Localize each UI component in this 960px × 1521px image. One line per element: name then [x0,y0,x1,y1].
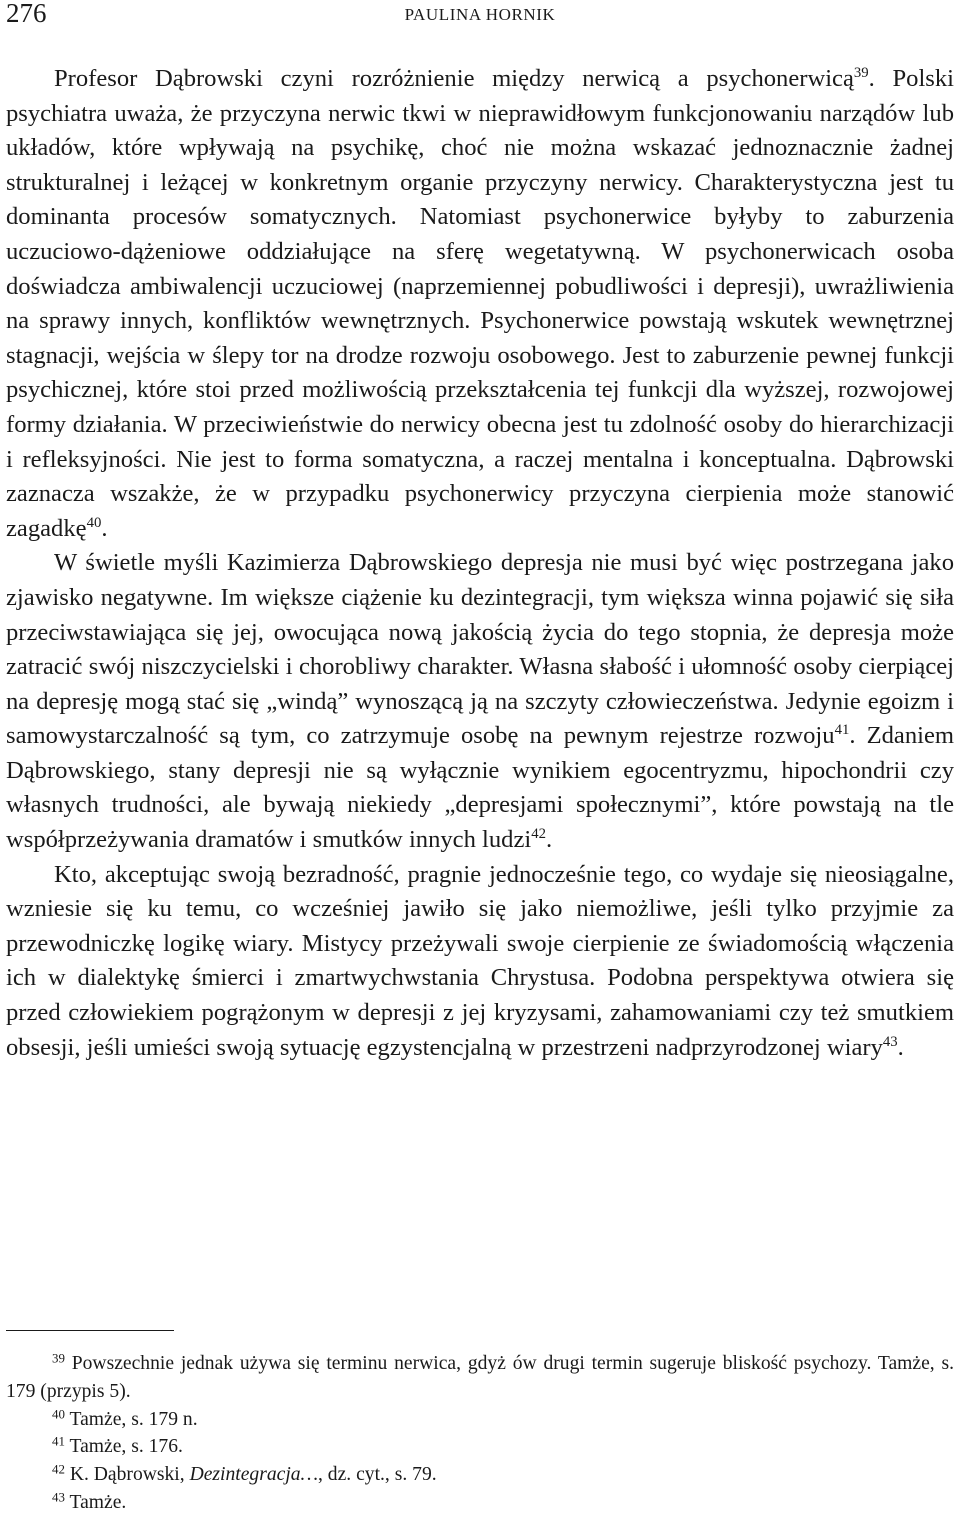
page-header [6,0,954,34]
text-run: W świetle myśli Kazimierza Dąbrowskiego depresja nie musi być więc postrzegana jako zjawisko negatywne. Im większe ciążenie ku dezintegracji, tym większa winna pojawić się siła przeciwstawiająca się jej, owocująca nową jakością życia do tego stopnia, że depresja może zatracić swój niszczycielski i chorobliwy charakter. Własna słabość i ułomność osoby cierpiącej na depresję mogą stać się „windą” wynoszącą ją na szczyty człowieczeństwa. Jedynie egoizm i samowystarczalność są tym, co zatrzymuje osobę na pewnym rejestrze rozwoju [6,549,954,750]
footnote-divider [6,1330,174,1331]
text-run: Tamże, s. 179 n. [69,1408,198,1430]
paragraph [6,62,954,546]
footnote-reference: 42 [531,825,546,842]
paragraph [6,858,954,1066]
text-run: . [545,826,553,854]
footnote [6,1406,954,1434]
paragraph [6,546,954,857]
footnote-reference: 41 [834,722,850,739]
body-text [6,62,954,1065]
footnote-number: 43 [52,1489,65,1505]
text-run: . [101,514,108,542]
footnote-number: 42 [52,1461,65,1477]
text-run: Kto, akceptując swoją bezradność, pragnie jednocześnie tego, co wydaje się nieosiągalne, wzniesie się ku temu, co wcześniej jawiło się jako niemożliwe, jeśli tylko przyjmie za przewodniczkę logikę wiary. Mistycy przeżywali swoje cierpienie ze świadomością włączenia ich w dialektykę śmierci i zmartwychwstania Chrystusa. Podobna perspektywa otwiera się przed człowiekiem pogrążonym w depresji z jej kryzysami, zahamowaniami czy też smutkiem obsesji, jeśli umieści swoją sytuację egzystencjalną w przestrzeni nadprzyrodzonej wiary [6,860,954,1061]
text-run: . [897,1033,904,1061]
text-run: Powszechnie jednak używa się terminu nerwica, gdyż ów drugi termin sugeruje bliskość psychozy. Tamże, s. 179 (przypis 5). [6,1353,954,1402]
page-number: 276 [6,0,47,28]
footnote-number: 41 [52,1433,65,1449]
text-run: . Polski psychiatra uważa, że przyczyna nerwic tkwi w nieprawidłowym funkcjonowaniu narządów lub układów, które wpływają na psychikę, choć nie można wskazać jednoznacznie żadnej strukturalnej i leżącej w konkretnym organie przyczyny nerwicy. Charakterystyczna jest tu dominanta procesów somatycznych. Natomiast psychonerwice byłyby to zaburzenia uczuciowo-dążeniowe oddziałujące na sferę wegetatywną. W psychonerwicach osoba doświadcza ambiwalencji uczuciowej (naprzemiennej pobudliwości i depresji), uwrażliwienia na sprawy innych, konfliktów wewnętrznych. Psychonerwice powstają wskutek wewnętrznej stagnacji, wejścia w ślepy tor na drodze rozwoju osobowego. Jest to zaburzenie pewnej funkcji psychicznej, które stoi przed możliwością przekształcenia tej funkcji dla wyższej, rozwojowej formy działania. W przeciwieństwie do nerwicy obecna jest tu zdolność osoby do hierarchizacji i refleksyjności. Nie jest to forma somatyczna, a raczej mentalna i konceptualna. Dąbrowski zaznacza wszakże, że w przypadku psychonerwicy przyczyna cierpienia może stanowić zagadkę [6,65,954,542]
text-run: K. Dąbrowski, [69,1464,190,1486]
footnote [6,1461,954,1489]
text-run: . Zdaniem Dąbrowskiego, stany depresji nie są wyłącznie wynikiem egocentryzmu, hipochondrii czy własnych trudności, ale bywają niekiedy „depresjami społecznymi”, które powstają na tle współprzeżywania dramatów i smutków innych ludzi [6,722,954,854]
footnote-reference: 39 [853,64,869,81]
italic-title: Dezintegracja… [189,1464,318,1486]
footnote [6,1489,954,1517]
footnote-reference: 43 [882,1033,898,1050]
footnote-number: 40 [52,1406,65,1422]
footnote [6,1350,954,1406]
text-run: Tamże. [69,1491,127,1513]
footnotes [6,1350,954,1517]
text-run: Profesor Dąbrowski czyni rozróżnienie między nerwicą a psychonerwicą [54,65,854,92]
footnote-number: 39 [52,1350,65,1366]
running-head: PAULINA HORNIK [404,5,556,24]
text-run: , dz. cyt., s. 79. [318,1464,437,1486]
footnote [6,1433,954,1461]
text-run: Tamże, s. 176. [69,1436,183,1458]
footnote-reference: 40 [86,514,102,531]
